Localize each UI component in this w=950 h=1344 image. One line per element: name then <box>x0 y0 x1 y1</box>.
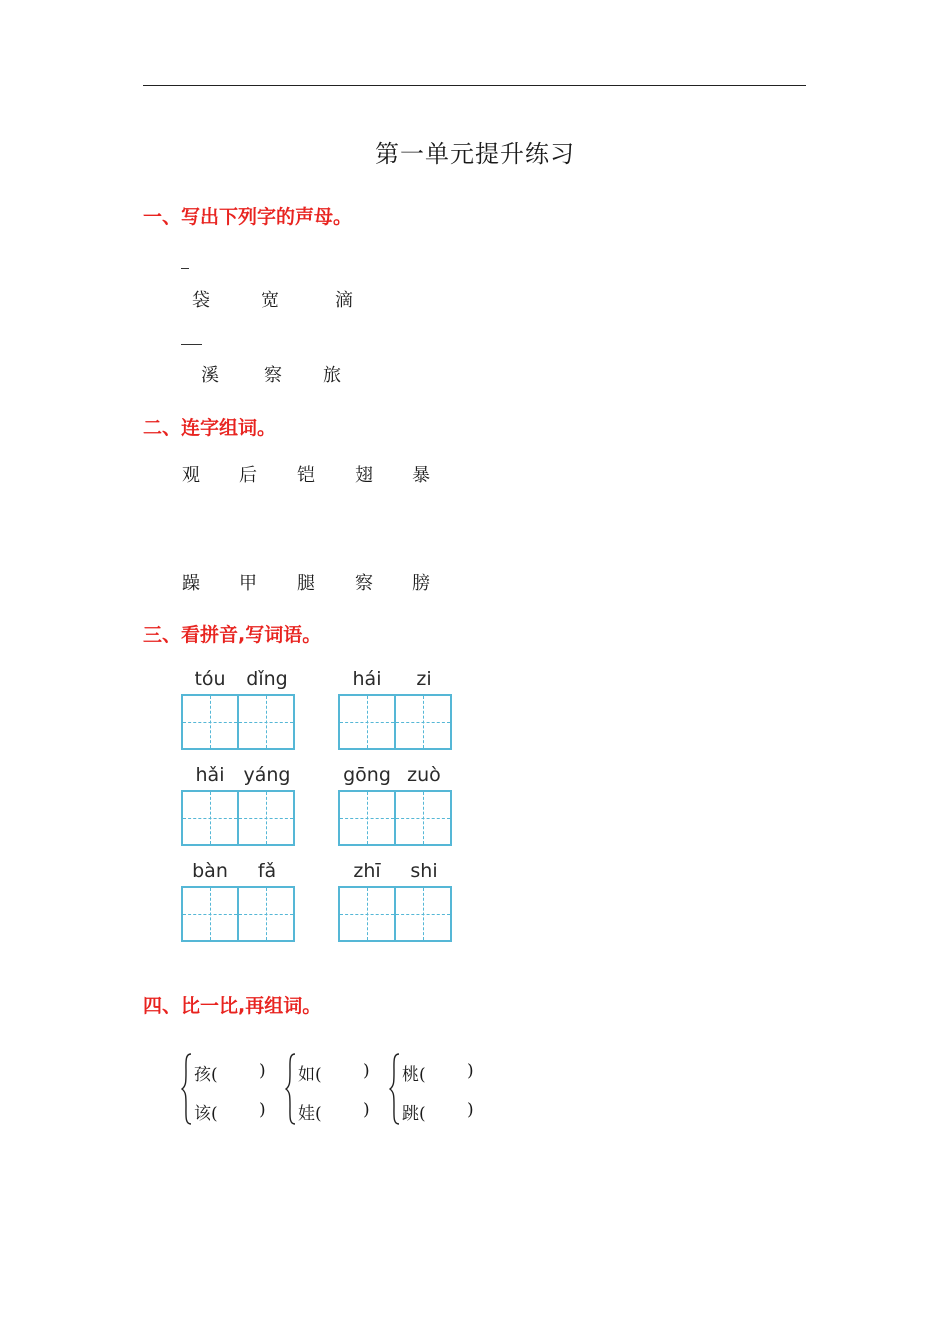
close-paren: ) <box>467 1061 474 1081</box>
close-paren: ) <box>363 1061 370 1081</box>
match-char[interactable]: 观 <box>182 465 200 486</box>
writing-grid[interactable] <box>181 886 295 942</box>
pinyin-syllable: shi <box>410 860 438 882</box>
answer-blank[interactable] <box>181 344 202 345</box>
match-char[interactable]: 察 <box>355 573 373 594</box>
writing-grid[interactable] <box>338 694 452 750</box>
close-paren: ) <box>259 1100 266 1120</box>
match-char[interactable]: 铠 <box>297 465 315 486</box>
match-char[interactable]: 翅 <box>355 465 373 486</box>
writing-grid[interactable] <box>338 886 452 942</box>
pinyin-syllable: zhī <box>353 860 381 882</box>
page-title: 第一单元提升练习 <box>375 140 575 168</box>
compare-word-bottom: 跳( <box>402 1104 426 1124</box>
section-heading-3: 三、看拼音,写词语。 <box>143 624 322 646</box>
close-paren: ) <box>363 1100 370 1120</box>
match-char[interactable]: 腿 <box>297 573 315 594</box>
writing-grid[interactable] <box>181 790 295 846</box>
char: 溪 <box>201 365 219 386</box>
pinyin-syllable: tóu <box>194 668 226 690</box>
match-char[interactable]: 后 <box>239 465 257 486</box>
pinyin-syllable: dǐng <box>246 668 288 690</box>
char: 旅 <box>323 365 341 386</box>
pinyin-syllable: hái <box>352 668 382 690</box>
brace-icon <box>389 1052 401 1126</box>
match-char[interactable]: 躁 <box>182 573 200 594</box>
compare-word-bottom: 该( <box>194 1104 218 1124</box>
pinyin-syllable: fǎ <box>257 860 277 882</box>
pinyin-syllable: yáng <box>243 764 291 786</box>
section-heading-4: 四、比一比,再组词。 <box>143 995 322 1017</box>
match-char[interactable]: 膀 <box>412 573 430 594</box>
pinyin-syllable: bàn <box>192 860 228 882</box>
compare-word-bottom: 娃( <box>298 1104 322 1124</box>
pinyin-syllable: hǎi <box>195 764 225 786</box>
writing-grid[interactable] <box>338 790 452 846</box>
top-rule <box>143 85 806 86</box>
pinyin-syllable: zuò <box>407 764 441 786</box>
brace-icon <box>181 1052 193 1126</box>
answer-blank[interactable] <box>181 268 189 269</box>
close-paren: ) <box>467 1100 474 1120</box>
match-char[interactable]: 甲 <box>239 573 257 594</box>
brace-icon <box>285 1052 297 1126</box>
match-char[interactable]: 暴 <box>412 465 430 486</box>
writing-grid[interactable] <box>181 694 295 750</box>
char: 察 <box>264 365 282 386</box>
compare-word-top: 桃( <box>402 1065 426 1085</box>
pinyin-syllable: gōng <box>343 764 391 786</box>
char: 袋 <box>192 290 210 311</box>
compare-word-top: 如( <box>298 1065 322 1085</box>
close-paren: ) <box>259 1061 266 1081</box>
compare-word-top: 孩( <box>194 1065 218 1085</box>
pinyin-syllable: zi <box>416 668 432 690</box>
section-heading-1: 一、写出下列字的声母。 <box>143 206 353 228</box>
char: 宽 <box>261 290 279 311</box>
section-heading-2: 二、连字组词。 <box>143 417 277 439</box>
char: 滴 <box>335 290 353 311</box>
